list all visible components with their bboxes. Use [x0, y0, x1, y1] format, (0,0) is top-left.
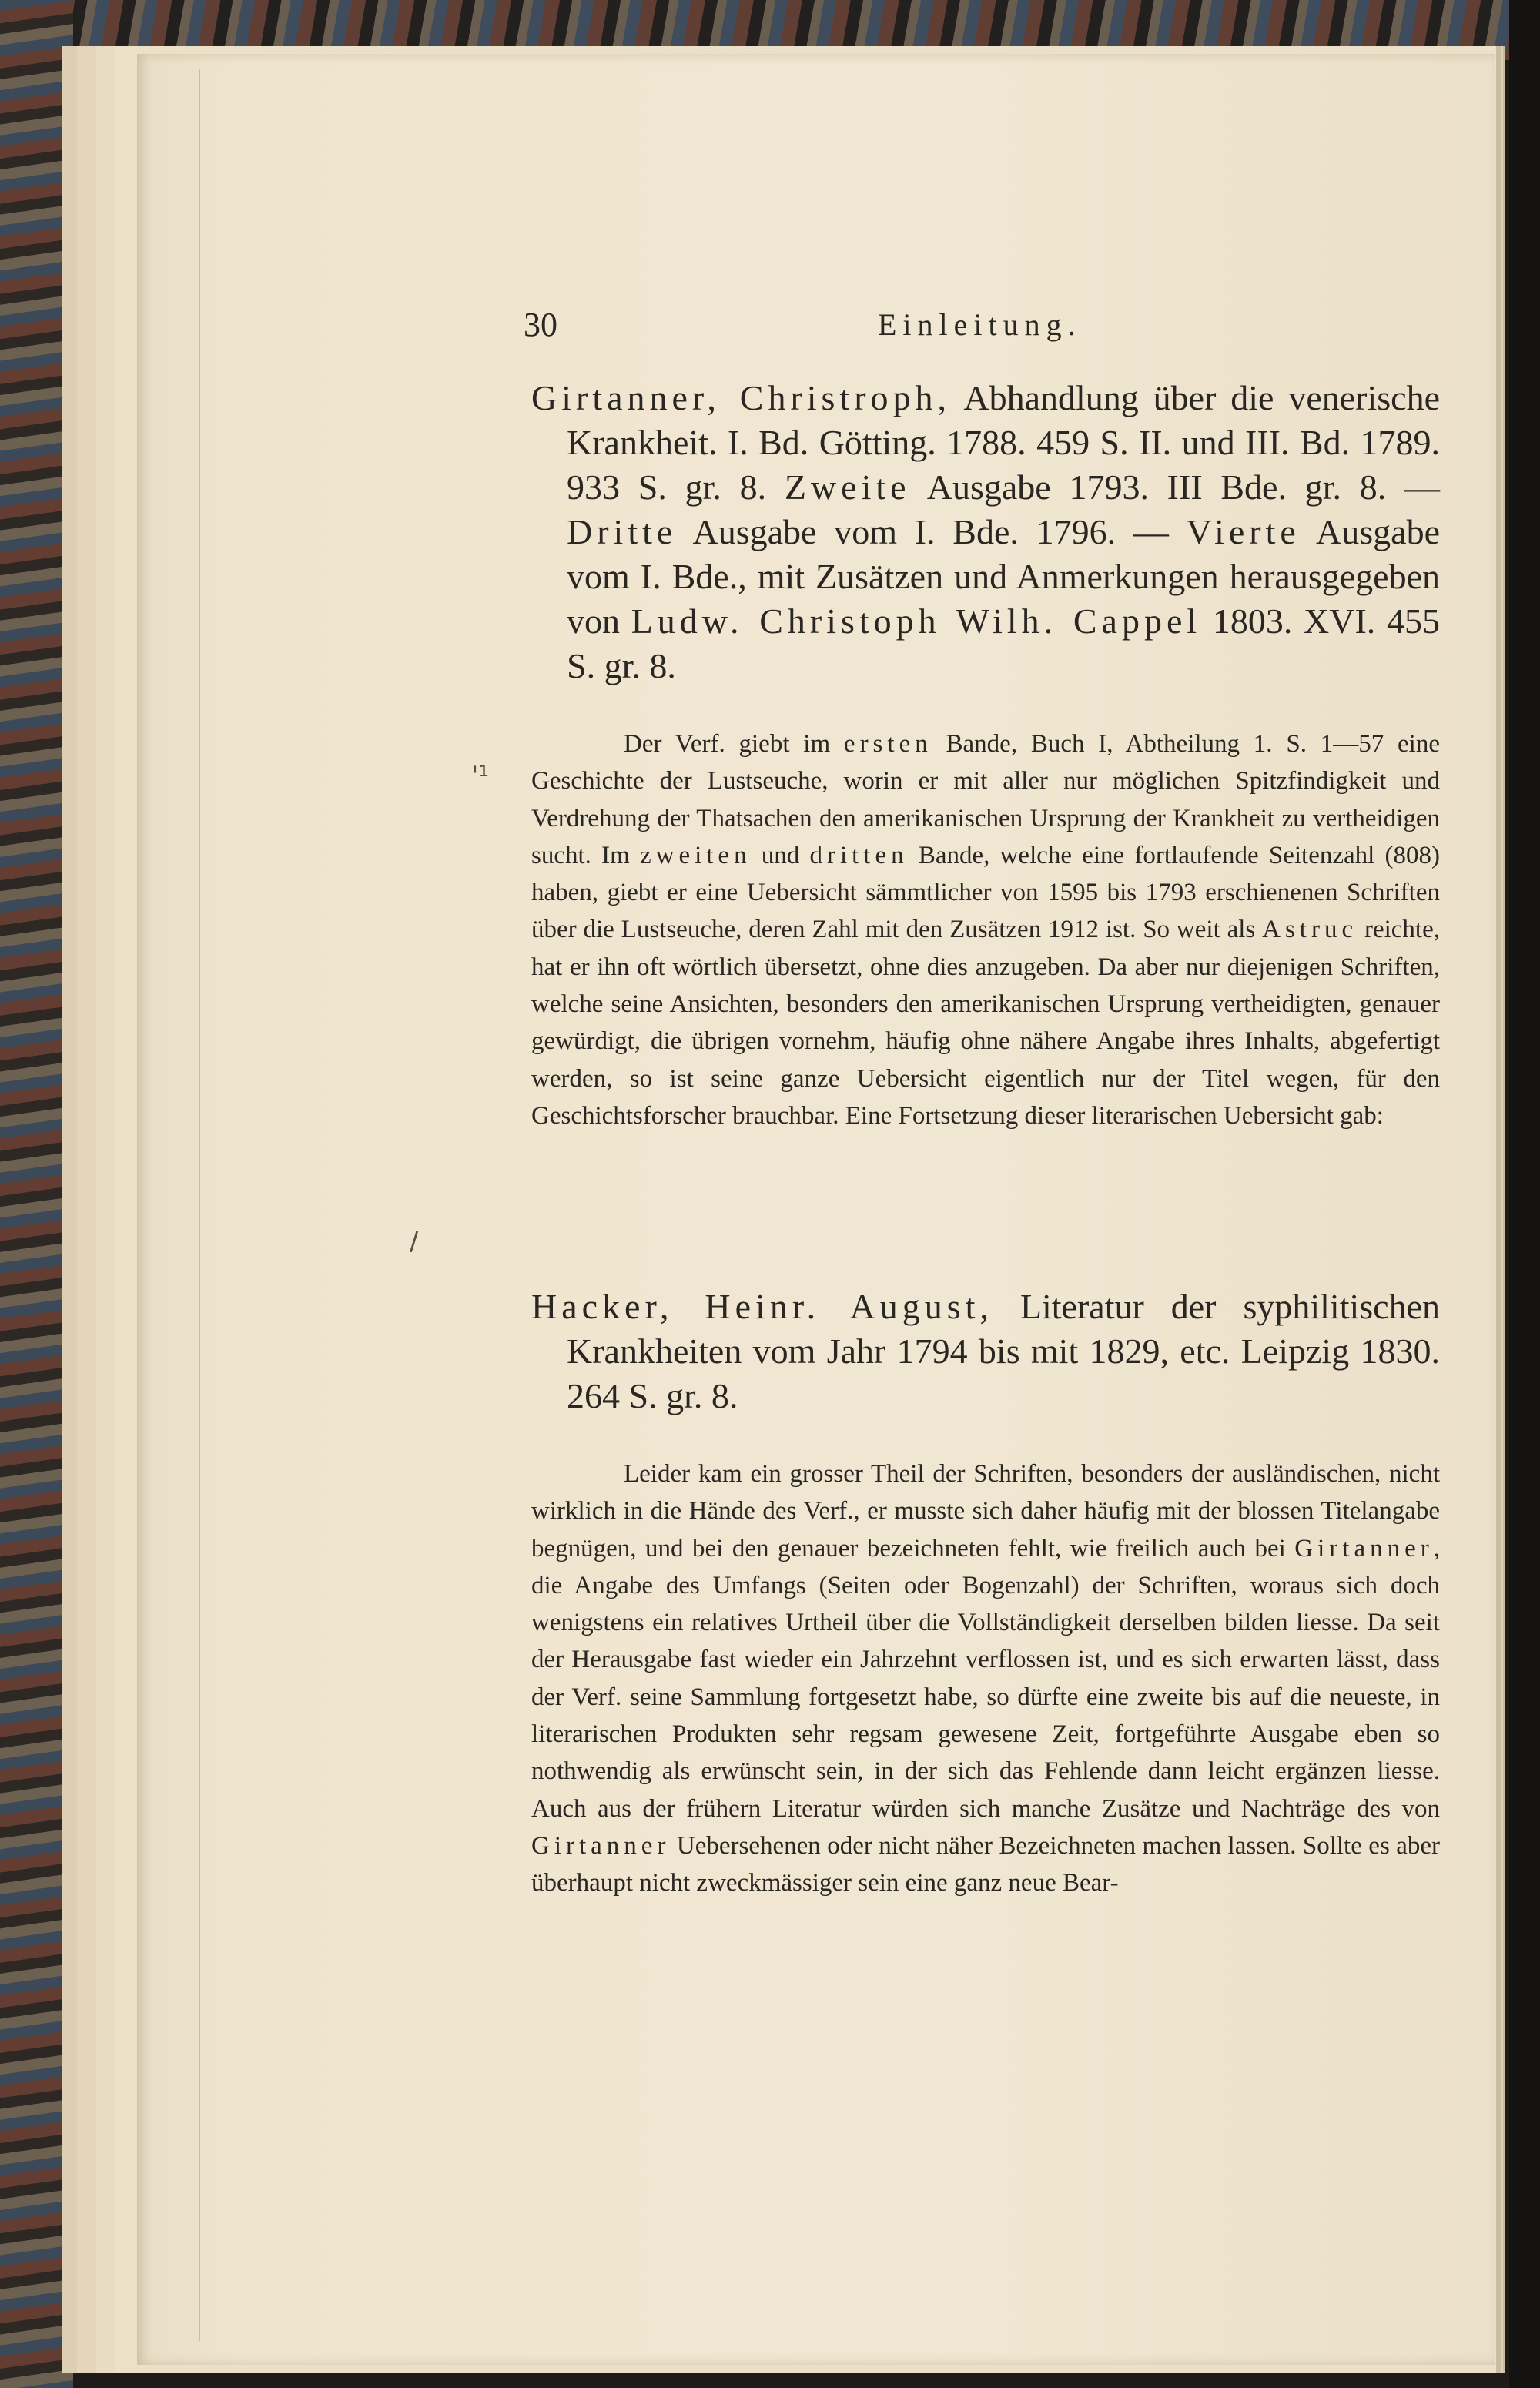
note-emphasis: Astruc: [1262, 916, 1358, 944]
entry-text: 1803. XVI. 455 S. gr. 8.: [567, 601, 1440, 685]
note-emphasis: zweiten: [639, 841, 752, 869]
cover-right-edge: [1509, 0, 1540, 2388]
edition-label: Dritte: [567, 512, 678, 551]
note-emphasis: Girtanner: [531, 1831, 671, 1860]
entry-text: Ausgabe vom I. Bde., mit Zusätzen und Anmerkungen herausgegeben von: [567, 512, 1440, 641]
note-text: und: [751, 841, 810, 869]
page-number: 30: [524, 306, 557, 343]
entry-text: Literatur der syphilitischen Krankheiten vom Jahr 1794 bis mit 1829, etc. Leipzig 1830. 264 S. gr. 8.: [567, 1287, 1440, 1415]
note-emphasis: Girtanner: [1294, 1534, 1434, 1562]
entry-text: Abhandlung über die venerische Krankheit. I. Bd. Götting. 1788. 459 S. II. und III. Bd. 1789. 933 S. gr. 8.: [567, 378, 1440, 507]
entry-author: Girtanner, Christroph,: [531, 378, 952, 417]
note-text: Bande, welche eine fortlaufende Seitenzahl (808) haben, giebt er eine Uebersicht sämmtlicher von 1595 bis 1793 erschienenen Schriften über die Lustseuche, deren Zahl mit den Zusätzen 1912 ist. So weit als: [531, 841, 1440, 944]
entry-editor: Ludw. Christoph Wilh. Cappel: [631, 601, 1202, 641]
bibliography-entry-hacker: [531, 1284, 1440, 1418]
note-text: Uebersehenen oder nicht näher Bezeichneten machen lassen. Sollte es aber überhaupt nicht zweckmässiger sein eine ganz neue Bear-: [531, 1831, 1440, 1897]
margin-mark: /: [410, 1226, 419, 1257]
edition-label: Vierte: [1186, 512, 1301, 551]
margin-mark: '¹: [471, 761, 489, 792]
bibliography-entry-girtanner: [531, 376, 1440, 688]
entry-text: Ausgabe vom I. Bde. 1796. —: [677, 512, 1187, 551]
edition-label: Zweite: [784, 467, 911, 507]
page-fold-line: [199, 69, 200, 2341]
note-text: , die Angabe des Umfangs (Seiten oder Bogenzahl) der Schriften, woraus sich doch wenigstens ein relatives Urtheil über die Vollständigkeit derselben bilden liesse. Da seit der Herausgabe fast wieder ein Jahrzehnt verflossen ist, und es sich erwarten lässt, dass der Verf. seine Sammlung fortgesetzt habe, so dürfte eine zweite bis auf die neueste, in literarischen Produkten sehr regsam gewesene Zeit, fortgeführte Ausgabe eben so nothwendig als erwünscht sein, in der sich das Fehlende dann leicht ergänzen liesse. Auch aus der frühern Literatur würden sich manche Zusätze und Nachträge des von: [531, 1534, 1440, 1823]
running-head: Einleitung.: [878, 307, 1082, 342]
entry-text: Ausgabe 1793. III Bde. gr. 8. —: [910, 467, 1440, 507]
entry-author: Hacker, Heinr. August,: [531, 1287, 993, 1326]
note-text: Leider kam ein grosser Theil der Schriften, besonders der ausländischen, nicht wirklich in die Hände des Verf., er musste sich daher häufig mit der blossen Titelangabe begnügen, und bei den genauer bezeichneten fehlt, wie freilich auch bei: [531, 1460, 1440, 1562]
note-emphasis: dritten: [809, 841, 909, 869]
note-text: Der Verf. giebt im: [624, 730, 844, 758]
note-text: Bande, Buch I, Abtheilung 1. S. 1—57 eine Geschichte der Lustseuche, worin er mit aller nur möglichen Spitzfindigkeit und Verdrehung der Thatsachen den amerikanischen Ursprung der Krankheit zu vertheidigen sucht. Im: [531, 730, 1440, 869]
note-emphasis: ersten: [843, 730, 932, 758]
annotation-paragraph: [531, 1455, 1440, 1902]
note-text: reichte, hat er ihn oft wörtlich übersetzt, ohne dies anzugeben. Da aber nur diejenigen Schriften, welche seine Ansichten, besonders den amerikanischen Ursprung vertheidigten, genauer gewürdigt, die übrigen vornehm, häufig ohne nähere Angabe ihres Inhalts, abgefertigt werden, so ist seine ganze Uebersicht eigentlich nur der Titel wegen, für den Geschichtsforscher brauchbar. Eine Fortsetzung dieser literarischen Uebersicht gab:: [531, 916, 1440, 1130]
annotation-paragraph: [531, 725, 1440, 1134]
page-header: [524, 302, 1437, 348]
